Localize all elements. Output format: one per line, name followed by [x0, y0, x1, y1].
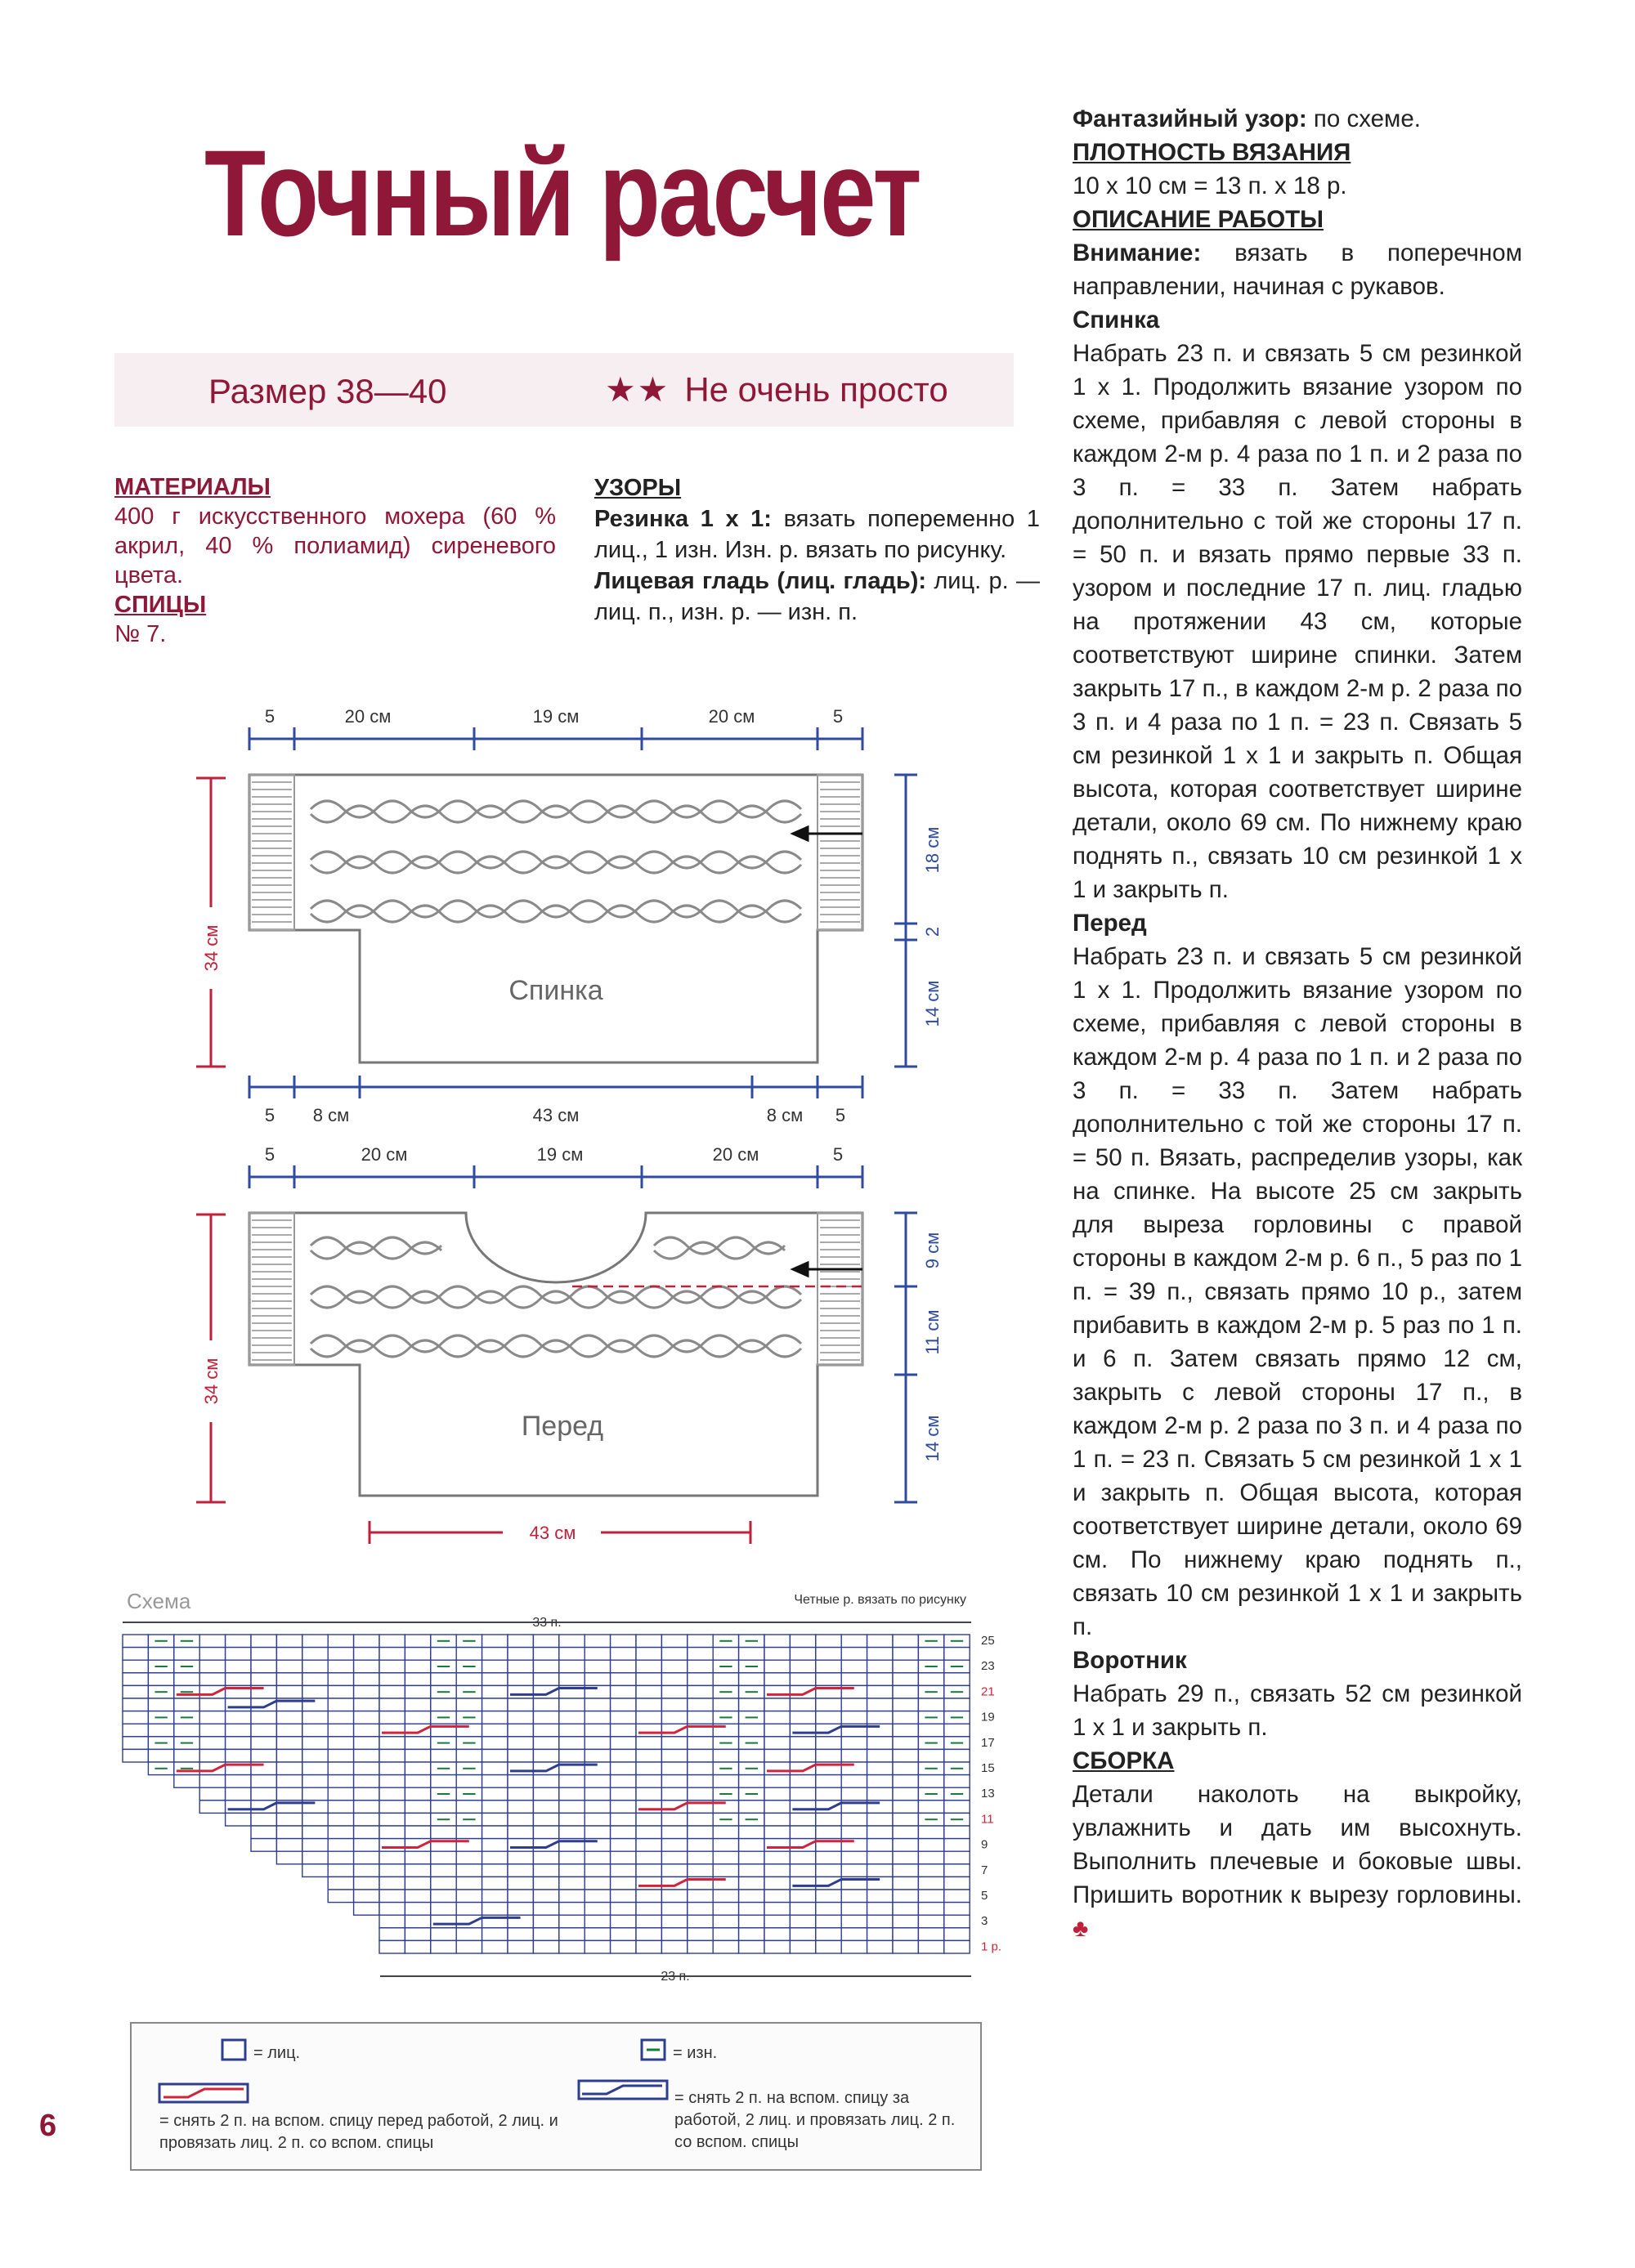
legend-cable-back-text: = снять 2 п. на вспом. спицу за работой, 2 лиц. и провязать лиц. 2 п. со вспом. спицы	[674, 2089, 956, 2151]
gauge-text: 10 х 10 см = 13 п. х 18 р.	[1073, 172, 1347, 199]
fancy-text: по схеме.	[1313, 105, 1421, 132]
collar-text: Набрать 29 п., связать 52 см резинкой 1 х 1 и закрыть п.	[1073, 1680, 1522, 1741]
club-icon: ♣	[1073, 1915, 1089, 1942]
front-right-dim-0: 9 см	[922, 1232, 943, 1269]
back-top-dim-0: 5	[264, 706, 275, 727]
chart-bottom-count: 23 п.	[661, 1970, 690, 1984]
difficulty-label: Не очень просто	[684, 370, 948, 409]
materials-text: 400 г искусственного мохера (60 % акрил, 40 % полиамид) сиреневого цвета.	[114, 503, 556, 588]
star-icon: ★★	[605, 370, 670, 409]
back-top-dim-3: 20 см	[708, 706, 755, 727]
back-top-dim-4: 5	[832, 706, 844, 727]
row-number: 13	[981, 1787, 995, 1801]
chart-note: Четные р. вязать по рисунку	[794, 1593, 966, 1607]
row-number: 11	[981, 1812, 994, 1827]
back-height-line	[196, 778, 226, 1067]
page-number: 6	[39, 2109, 57, 2143]
row-number: 19	[981, 1710, 995, 1724]
back-right-dim-1: 2	[922, 926, 943, 937]
front-top-dim-3: 20 см	[712, 1144, 759, 1165]
chart-top-count: 33 п.	[532, 1616, 562, 1630]
row-number: 23	[981, 1659, 995, 1674]
back-text: Набрать 23 п. и связать 5 см резинкой 1 х 1. Продолжить вязание узором по схеме, прибавляя с левой стороны в каждом 2-м р. 4 раза по 1 п. и 2 раза по 3 п. = 33 п. Затем набрать дополнительно с той же стороны 17 п. = 50 п. и вязать прямо первые 33 п. узором и последние 17 п. лиц. гладью на протяжении 43 см, которые соответствуют ширине спинки. Затем закрыть 17 п., в каждом 2-м р. 2 раза по 3 п. и 4 раза по 1 п. = 23 п. Связать 5 см резинкой 1 х 1 и закрыть п. Общая высота, которая соответствует ширине детали, около 69 см. По нижнему краю поднять п., связать 10 см резинкой 1 х 1 и закрыть п.	[1073, 340, 1522, 903]
front-right-dim-1: 11 см	[922, 1309, 943, 1355]
chart-title: Схема	[127, 1589, 191, 1613]
back-right-dim-0: 18 см	[922, 826, 943, 874]
instructions-column	[1073, 102, 1522, 1945]
front-top-dimension-line	[249, 1165, 862, 1188]
fancy-label: Фантазийный узор:	[1073, 105, 1307, 132]
materials-heading: МАТЕРИАЛЫ	[114, 474, 271, 500]
work-heading: ОПИСАНИЕ РАБОТЫ	[1073, 206, 1324, 233]
back-top-dim-2: 19 см	[532, 706, 580, 727]
size-label: Размер 38—40	[208, 372, 447, 410]
back-right-dim-2: 14 см	[922, 980, 943, 1027]
attention-note	[1073, 236, 1522, 303]
fancy-pattern-line	[1073, 102, 1522, 136]
stockinette-text: лиц. р. — лиц. п., изн. р. — изн. п.	[594, 568, 1040, 625]
page-title: Точный расчет	[204, 124, 921, 262]
front-top-dim-1: 20 см	[361, 1144, 408, 1165]
back-bottom-dim-4: 5	[835, 1105, 846, 1125]
rib-text: вязать попеременно 1 лиц., 1 изн. Изн. р. вязать по рисунку.	[594, 506, 1040, 563]
rib-label: Резинка 1 х 1:	[594, 506, 772, 532]
back-top-dimension-line	[249, 727, 862, 750]
row-number: 25	[981, 1634, 995, 1648]
front-top-dim-2: 19 см	[536, 1144, 584, 1165]
back-bottom-dim-0: 5	[264, 1105, 275, 1125]
row-number: 15	[981, 1761, 995, 1775]
knitting-chart	[123, 1589, 1001, 1984]
back-right-dimension-line	[894, 775, 917, 1067]
front-right-dimension-line	[894, 1213, 917, 1502]
needles-text: № 7.	[114, 621, 167, 647]
attention-label: Внимание:	[1073, 239, 1202, 266]
knit-symbol-icon	[222, 2040, 245, 2060]
front-label: Перед	[521, 1411, 604, 1442]
row-number: 1 р.	[981, 1939, 1002, 1954]
assembly-body: Детали наколоть на выкройку, увлажнить и дать им высохнуть. Выполнить плечевые и боковые швы. Пришить воротник к вырезу горловины.	[1073, 1781, 1522, 1908]
needles-heading: СПИЦЫ	[114, 592, 207, 618]
cable-front-symbol-icon	[159, 2084, 248, 2102]
back-bottom-dimension-line	[249, 1076, 862, 1098]
back-top-dim-1: 20 см	[344, 706, 392, 727]
front-height-label: 34 см	[201, 1358, 222, 1405]
stockinette-label: Лицевая гладь (лиц. гладь):	[594, 568, 927, 594]
gauge-heading: ПЛОТНОСТЬ ВЯЗАНИЯ	[1073, 139, 1351, 166]
chart-row-numbers	[981, 1634, 1001, 1953]
row-number: 5	[981, 1889, 988, 1903]
back-bottom-dim-3: 8 см	[766, 1105, 804, 1125]
back-label: Спинка	[508, 975, 603, 1006]
back-height-label: 34 см	[201, 924, 222, 972]
front-outline	[249, 1213, 862, 1496]
front-cables	[311, 1237, 801, 1357]
back-bottom-dim-2: 43 см	[532, 1105, 580, 1125]
chart-grid	[123, 1635, 970, 1953]
row-number: 17	[981, 1735, 995, 1750]
back-direction-arrow-icon	[793, 827, 862, 840]
back-schematic	[196, 706, 943, 1125]
legend-knit: = лиц.	[253, 2044, 301, 2062]
front-top-dim-0: 5	[264, 1144, 275, 1165]
back-bottom-dim-1: 8 см	[312, 1105, 350, 1125]
back-cables	[311, 801, 801, 922]
front-schematic	[196, 1144, 943, 1544]
row-number: 3	[981, 1914, 988, 1929]
assembly-text	[1073, 1778, 1522, 1945]
legend-purl: = изн.	[673, 2044, 718, 2062]
front-right-dim-2: 14 см	[922, 1415, 943, 1462]
front-top-dim-4: 5	[832, 1144, 844, 1165]
attention-text: вязать в поперечном направлении, начиная с рукавов.	[1073, 239, 1522, 300]
row-number: 9	[981, 1837, 988, 1852]
row-number: 7	[981, 1863, 988, 1877]
legend-cable-front-text: = снять 2 п. на вспом. спицу перед работой, 2 лиц. и провязать лиц. 2 п. со вспом. спицы	[159, 2112, 558, 2152]
row-number: 21	[981, 1684, 995, 1699]
front-text: Набрать 23 п. и связать 5 см резинкой 1 х 1. Продолжить вязание узором по схеме, прибавляя с левой стороны в каждом 2-м р. 4 раза по 1 п. и 2 раза по 3 п. = 33 п. Затем набрать дополнительно с той же стороны 17 п. = 50 п. Вязать, распределив узоры, как на спинке. На высоте 25 см закрыть для выреза горловины с правой стороны в каждом 2-м р. 6 п., 5 раз по 1 п. = 39 п., связать прямо 10 р., затем прибавить в каждом 2-м р. 5 раз по 1 п. и 6 п. Затем связать прямо 12 см, закрыть с левой стороны 17 п., в каждом 2-м р. 2 раза по 3 п. и 4 раза по 1 п. = 23 п. Связать 5 см резинкой 1 х 1 и закрыть п. Общая высота, которая соответствует ширине детали, около 69 см. По нижнему краю поднять п., связать 10 см резинкой 1 х 1 и закрыть п.	[1073, 943, 1522, 1640]
patterns-heading: УЗОРЫ	[594, 475, 682, 501]
front-heading: Перед	[1073, 910, 1147, 937]
front-bottom-dim: 43 см	[529, 1523, 576, 1543]
collar-heading: Воротник	[1073, 1647, 1187, 1674]
assembly-heading: СБОРКА	[1073, 1747, 1175, 1774]
back-heading: Спинка	[1073, 306, 1160, 333]
